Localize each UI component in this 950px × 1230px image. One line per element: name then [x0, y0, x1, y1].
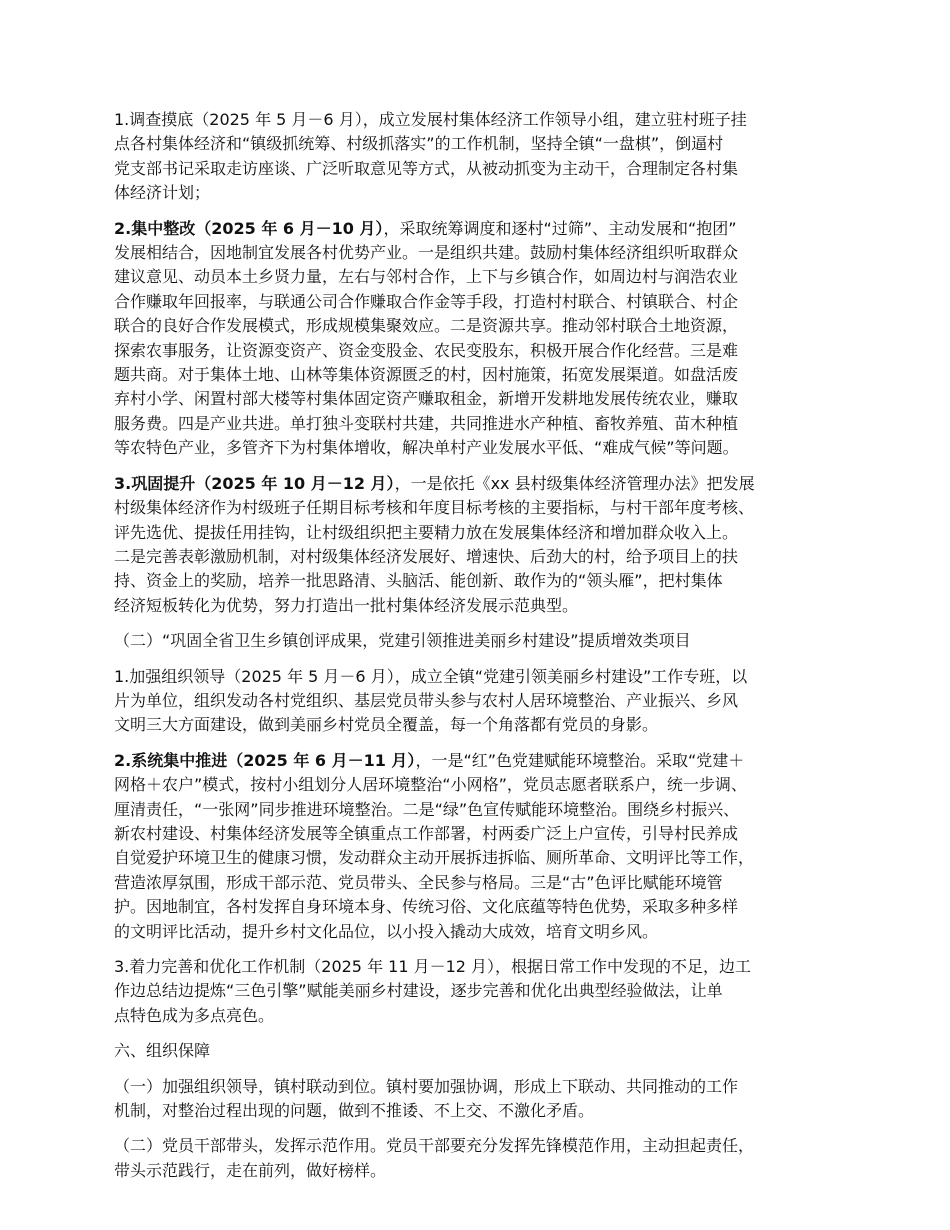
paragraph-guarantee-1	[114, 1075, 856, 1124]
text-line: 片为单位，组织发动各村党组织、基层党员带头参与农村人居环境整治、产业振兴、乡风	[114, 690, 739, 710]
paragraph-survey	[114, 108, 856, 206]
text-line: 党支部书记采取走访座谈、广泛听取意见等方式，从被动抓变为主动干，合理制定各村集	[114, 158, 739, 178]
paragraph-lead: 2.集中整改（2025 年 6 月－10 月）	[114, 218, 384, 238]
text-line: 六、组织保障	[114, 1041, 211, 1061]
text-line-rest: ，采取统筹调度和逐村“过筛”、主动发展和“抱团”	[383, 218, 737, 238]
text-line: 弃村小学、闲置村部大楼等村集体固定资产赚取租金，新增开发耕地发展传统农业，赚取	[114, 389, 739, 409]
text-line: 1.加强组织领导（2025 年 5 月－6 月），成立全镇“党建引领美丽乡村建设”工作专班，以	[114, 666, 748, 686]
text-line: 文明三大方面建设，做到美丽乡村党员全覆盖，每一个角落都有党员的身影。	[114, 715, 659, 735]
text-line-rest: ，一是“红”色党建赋能环境整治。采取“党建＋	[415, 750, 745, 770]
text-line: 村级集体经济作为村级班子任期目标考核和年度目标考核的主要指标，与村干部年度考核、	[114, 498, 755, 518]
text-line: 机制，对整治过程出现的问题，做到不推诿、不上交、不激化矛盾。	[114, 1101, 595, 1121]
text-line: （一）加强组织领导，镇村联动到位。镇村要加强协调，形成上下联动、共同推动的工作	[114, 1076, 739, 1096]
text-line: 评先选优、提拔任用挂钩，让村级组织把主要精力放在发展集体经济和增加群众收入上。	[114, 522, 739, 542]
paragraph-guarantee-2	[114, 1134, 856, 1183]
text-line: 题共商。对于集体土地、山林等集体资源匮乏的村，因村施策，拓宽发展渠道。如盘活废	[114, 365, 739, 385]
paragraph-lead: 2.系统集中推进（2025 年 6 月－11 月）	[114, 750, 416, 770]
text-line-rest: ，一是依托《xx 县村级集体经济管理办法》把发展	[394, 473, 755, 493]
section-heading	[114, 629, 856, 653]
text-line: 新农村建设、村集体经济发展等全镇重点工作部署，村两委广泛上户宣传，引导村民养成	[114, 823, 739, 843]
text-line: 发展相结合，因地制宜发展各村优势产业。一是组织共建。鼓励村集体经济组织听取群众	[114, 243, 739, 263]
paragraph-mechanism	[114, 955, 856, 1028]
text-line: 持、资金上的奖励，培养一批思路清、头脑活、能创新、敢作为的“领头雁”，把村集体	[114, 571, 723, 591]
text-line: 合作赚取年回报率，与联通公司合作赚取合作金等手段，打造村村联合、村镇联合、村企	[114, 291, 739, 311]
text-line: 点各村集体经济和“镇级抓统筹、村级抓落实”的工作机制，坚持全镇“一盘棋”，倒逼村	[114, 134, 724, 154]
text-line: 网格＋农户”模式，按村小组划分人居环境整治“小网格”，党员志愿者联系户，统一步调、	[114, 775, 747, 795]
text-line: 体经济计划；	[114, 183, 211, 203]
paragraph-lead: 3.巩固提升（2025 年 10 月－12 月）	[114, 473, 395, 493]
text-line: 营造浓厚氛围，形成干部示范、党员带头、全民参与格局。三是“古”色评比赋能环境管	[114, 872, 723, 892]
section-heading	[114, 1039, 856, 1063]
paragraph-consolidation	[114, 472, 856, 618]
paragraph-rectification	[114, 217, 856, 461]
text-line: 带头示范践行，走在前列，做好榜样。	[114, 1160, 387, 1180]
text-line: （二）“巩固全省卫生乡镇创评成果，党建引领推进美丽乡村建设”提质增效类项目	[114, 631, 691, 651]
paragraph-system-advance	[114, 749, 856, 944]
text-line: 经济短板转化为优势，努力打造出一批村集体经济发展示范典型。	[114, 595, 579, 615]
text-line: 建议意见、动员本土乡贤力量，左右与邻村合作，上下与乡镇合作，如周边村与润浩农业	[114, 267, 739, 287]
text-line: 服务费。四是产业共进。单打独斗变联村共建，共同推进水产种植、畜牧养殖、苗木种植	[114, 413, 739, 433]
text-line: 作边总结边提炼“三色引擎”赋能美丽乡村建设，逐步完善和优化出典型经验做法，让单	[114, 981, 723, 1001]
text-line: 3.着力完善和优化工作机制（2025 年 11 月－12 月），根据日常工作中发现的不足，边工	[114, 957, 752, 976]
text-line: 的文明评比活动，提升乡村文化品位，以小投入撬动大成效，培育文明乡风。	[114, 921, 659, 941]
text-line: 联合的良好合作发展模式，形成规模集聚效应。二是资源共享。推动邻村联合土地资源，	[114, 316, 739, 336]
text-line: 1.调查摸底（2025 年 5 月－6 月），成立发展村集体经济工作领导小组，建立驻村班子挂	[114, 110, 747, 129]
text-line: 护。因地制宜，各村发挥自身环境本身、传统习俗、文化底蕴等特色优势，采取多种多样	[114, 897, 739, 917]
paragraph-leadership	[114, 665, 856, 738]
text-line: 探索农事服务，让资源变资产、资金变股金、农民变股东，积极开展合作化经营。三是难	[114, 340, 739, 360]
text-line: 点特色成为多点亮色。	[114, 1005, 275, 1025]
text-line: （二）党员干部带头，发挥示范作用。党员干部要充分发挥先锋模范作用，主动担起责任，	[114, 1136, 755, 1156]
text-line: 等农特色产业，多管齐下为村集体增收，解决单村产业发展水平低、“难成气候”等问题。	[114, 438, 739, 458]
text-line: 自觉爱护环境卫生的健康习惯，发动群众主动开展拆违拆临、厕所革命、文明评比等工作，	[114, 848, 755, 868]
document-body	[114, 108, 856, 1194]
text-line	[114, 217, 856, 241]
text-line	[114, 749, 856, 773]
text-line	[114, 472, 856, 496]
text-line: 二是完善表彰激励机制，对村级集体经济发展好、增速快、后劲大的村，给予项目上的扶	[114, 546, 739, 566]
text-line: 厘清责任，“一张网”同步推进环境整治。二是“绿”色宣传赋能环境整治。围绕乡村振兴、	[114, 799, 740, 819]
